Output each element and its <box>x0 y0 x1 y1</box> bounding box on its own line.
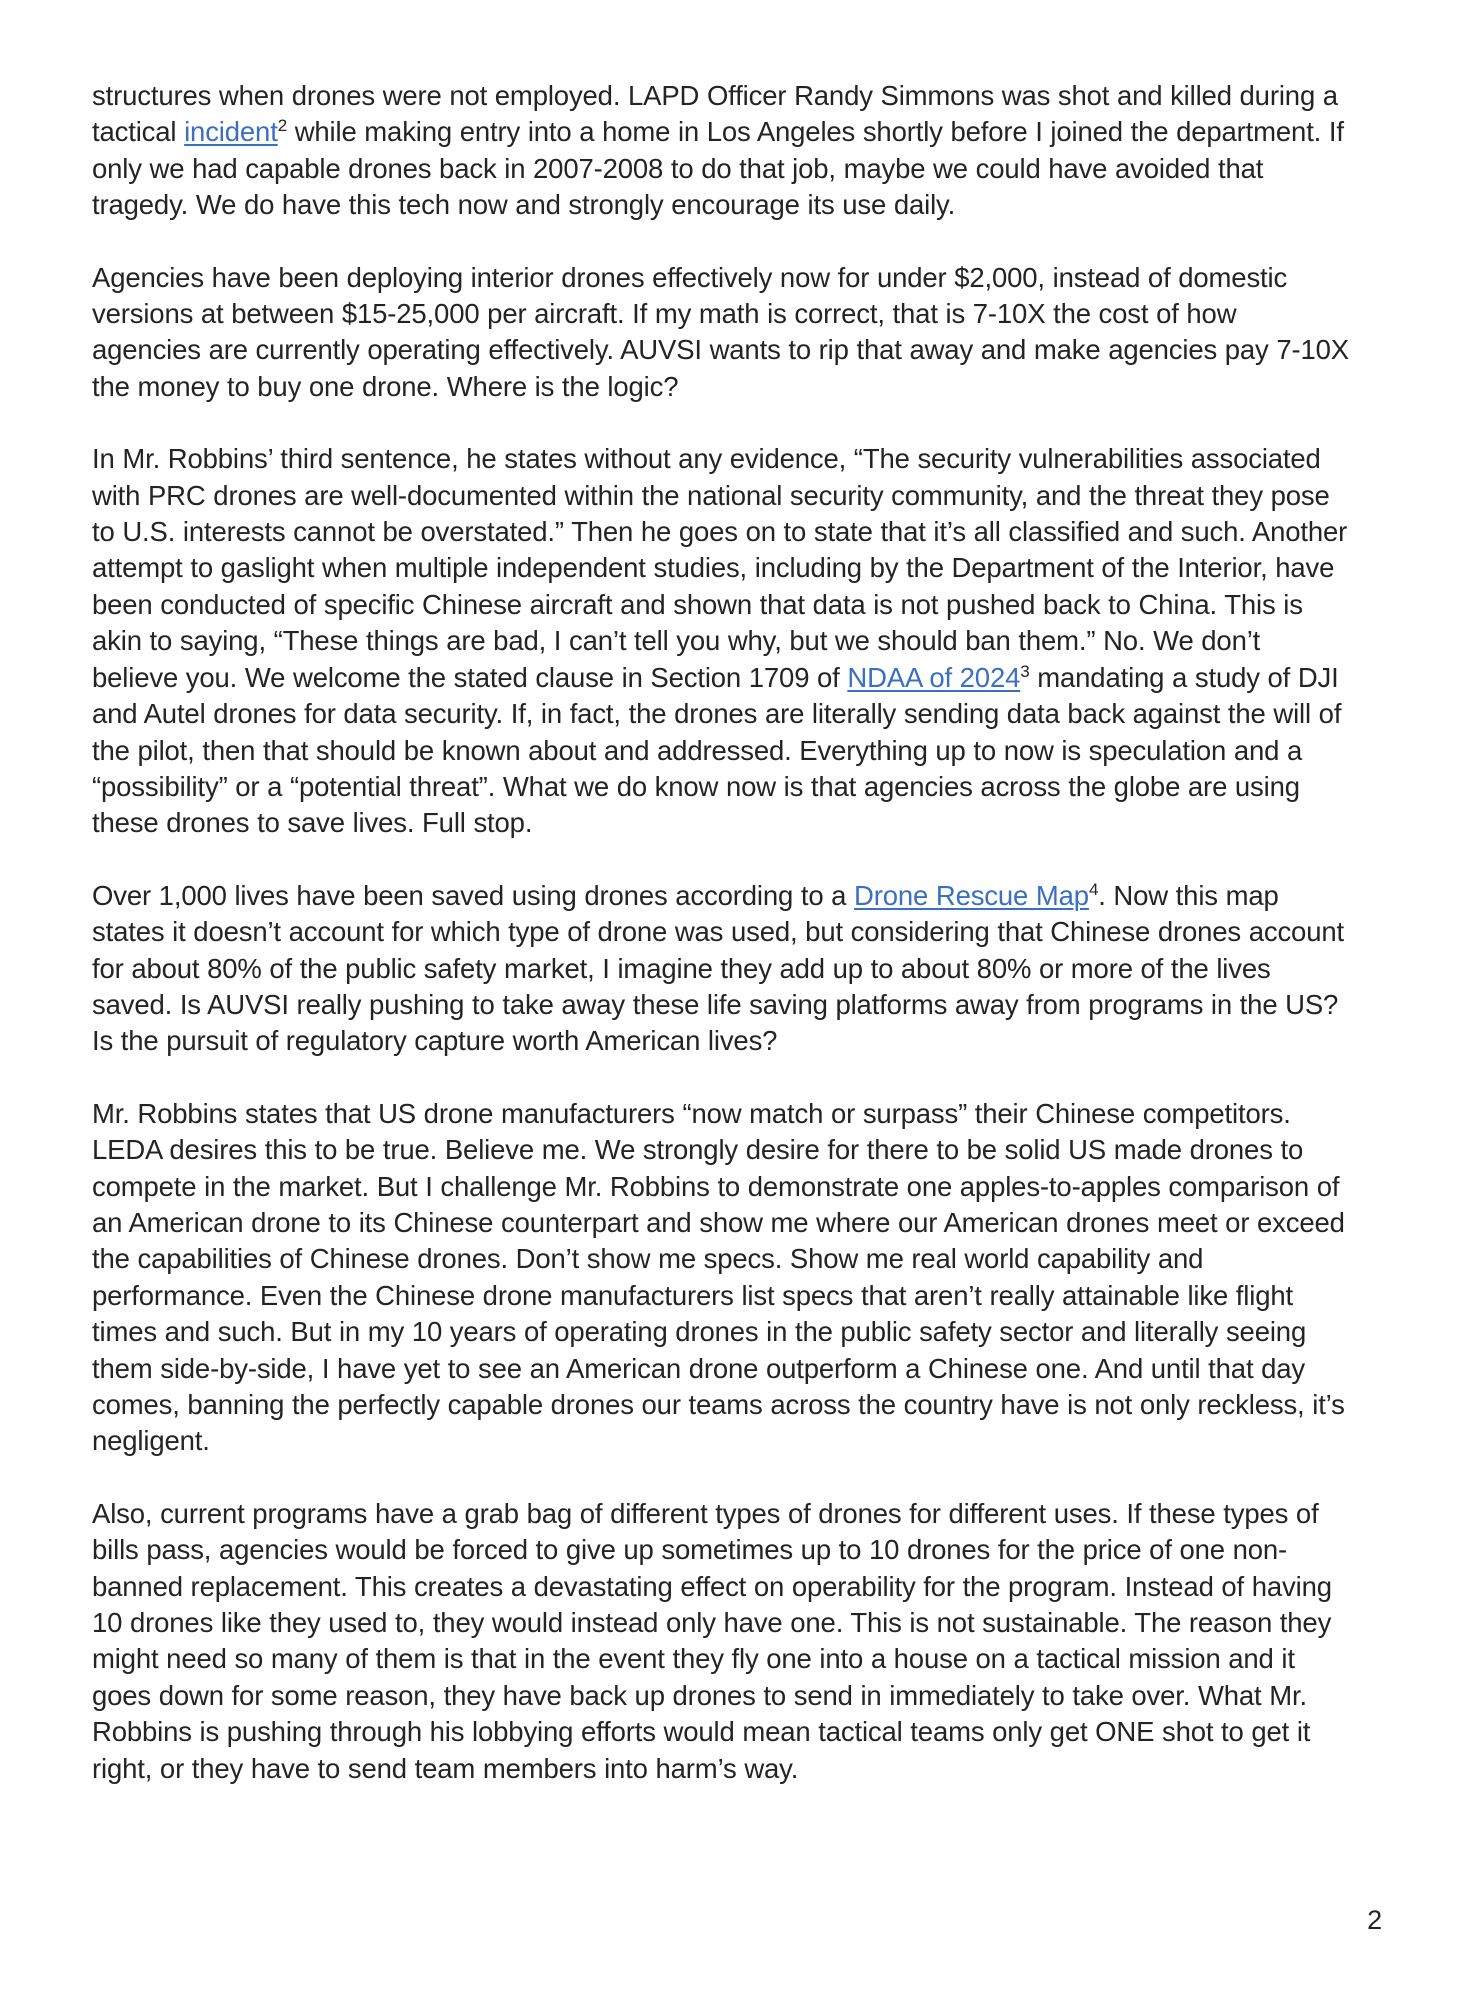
paragraph <box>92 260 1350 406</box>
paragraph <box>92 441 1350 841</box>
footnote-marker[interactable]: 4 <box>1088 879 1099 899</box>
page-body <box>92 78 1350 1787</box>
hyperlink[interactable]: incident <box>184 116 278 148</box>
paragraph-text: . Now this map states it doesn’t account for which type of drone was used, but considering that Chinese drones account for about 80% of the public safety market, I imagine they add up to about 80% or more of the lives saved. Is AUVSI really pushing to take away these life saving platforms away from programs in the US? Is the pursuit of regulatory capture worth American lives? <box>92 879 1344 1057</box>
paragraph-text: Also, current programs have a grab bag of different types of drones for different uses. If these types of bills pass, agencies would be forced to give up sometimes up to 10 drones for the price of one non-banned replacement. This creates a devastating effect on operability for the program. Instead of having 10 drones like they used to, they would instead only have one. This is not sustainable. The reason they might need so many of them is that in the event they fly one into a house on a tactical mission and it goes down for some reason, they have back up drones to send in immediately to take over. What Mr. Robbins is pushing through his lobbying efforts would mean tactical teams only get ONE shot to get it right, or they have to send team members into harm’s way. <box>92 1497 1332 1784</box>
footnote-marker[interactable]: 3 <box>1020 661 1030 681</box>
paragraph-text: In Mr. Robbins’ third sentence, he states without any evidence, “The security vulnerabilities associated with PRC drones are well-documented within the national security community, and the threat they pose to U.S. interests cannot be overstated.” Then he goes on to state that it’s all classified and such. Another attempt to gaslight when multiple independent studies, including by the Department of the Interior, have been conducted of specific Chinese aircraft and shown that data is not pushed back to China. This is akin to saying, “These things are bad, I can’t tell you why, but we should ban them.” No. We don’t believe you. We welcome the stated clause in Section 1709 of <box>92 443 1348 693</box>
hyperlink[interactable]: NDAA of 2024 <box>847 661 1021 693</box>
paragraph <box>92 78 1350 224</box>
paragraph <box>92 1496 1350 1787</box>
paragraph-text: Mr. Robbins states that US drone manufacturers “now match or surpass” their Chinese competitors. LEDA desires this to be true. Believe me. We strongly desire for there to be solid US made drones to compete in the market. But I challenge Mr. Robbins to demonstrate one apples-to-apples comparison of an American drone to its Chinese counterpart and show me where our American drones meet or exceed the capabilities of Chinese drones. Don’t show me specs. Show me real world capability and performance. Even the Chinese drone manufacturers list specs that aren’t really attainable like flight times and such. But in my 10 years of operating drones in the public safety sector and literally seeing them side-by-side, I have yet to see an American drone outperform a Chinese one. And until that day comes, banning the perfectly capable drones our teams across the country have is not only reckless, it’s negligent. <box>92 1097 1345 1457</box>
footnote-marker[interactable]: 2 <box>277 116 287 136</box>
hyperlink[interactable]: Drone Rescue Map <box>854 879 1089 911</box>
paragraph-text: Agencies have been deploying interior drones effectively now for under $2,000, instead of domestic versions at between $15-25,000 per aircraft. If my math is correct, that is 7-10X the cost of how agencies are currently operating effectively. AUVSI wants to rip that away and make agencies pay 7-10X the money to buy one drone. Where is the logic? <box>92 261 1349 402</box>
page-number: 2 <box>1367 1905 1382 1935</box>
paragraph <box>92 878 1350 1060</box>
paragraph-text: while making entry into a home in Los Angeles shortly before I joined the department. If only we had capable drones back in 2007-2008 to do that job, maybe we could have avoided that tragedy. We do have this tech now and strongly encourage its use daily. <box>92 116 1344 221</box>
paragraph-text: structures when drones were not employed. LAPD Officer Randy Simmons was shot and killed during a tactical <box>92 80 1338 148</box>
paragraph-text: mandating a study of DJI and Autel drones for data security. If, in fact, the drones are literally sending data back against the will of the pilot, then that should be known about and addressed. Everything up to now is speculation and a “possibility” or a “potential threat”. What we do know now is that agencies across the globe are using these drones to save lives. Full stop. <box>92 661 1342 839</box>
paragraph-text: Over 1,000 lives have been saved using drones according to a <box>92 879 855 911</box>
paragraph <box>92 1096 1350 1460</box>
